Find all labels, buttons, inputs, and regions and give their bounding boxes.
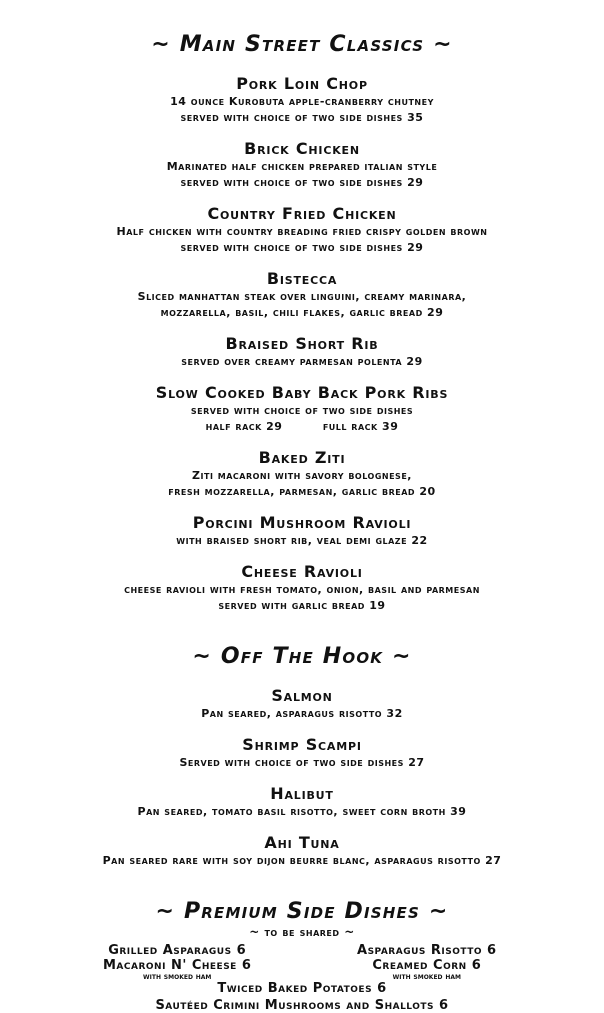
side-row <box>62 943 542 958</box>
side-item <box>62 943 292 958</box>
side-item <box>62 958 292 981</box>
item-name: Cheese Ravioli <box>241 562 363 581</box>
item-desc: Ziti macaroni with savory bolognese, <box>192 469 412 482</box>
item-name: Halibut <box>270 784 334 803</box>
item-desc: Sliced manhattan steak over linguini, creamy marinara, <box>137 290 467 303</box>
side-note: with smoked ham <box>143 972 212 981</box>
side-name: Creamed Corn 6 <box>372 958 482 973</box>
menu-item-brick-chicken <box>0 139 604 191</box>
item-name: Country Fried Chicken <box>207 204 397 223</box>
item-desc: served with choice of two side dishes 29 <box>180 241 424 254</box>
side-name: Grilled Asparagus 6 <box>108 943 247 958</box>
item-desc: served with choice of two side dishes 35 <box>180 111 424 124</box>
item-desc: served with choice of two side dishes 29 <box>180 176 424 189</box>
item-desc: mozzarella, basil, chili flakes, garlic bread 29 <box>160 306 444 319</box>
side-name: Macaroni N' Cheese 6 <box>102 958 252 973</box>
menu-item-salmon <box>0 686 604 722</box>
side-item <box>312 958 542 981</box>
item-name: Brick Chicken <box>244 139 360 158</box>
section-off-the-hook <box>0 642 604 869</box>
section-main-street-classics <box>0 30 604 614</box>
menu-item-country-fried-chicken <box>0 204 604 256</box>
section-subtitle: ~ to be shared ~ <box>249 925 355 939</box>
menu-item-baby-back-ribs <box>0 383 604 435</box>
menu-item-bistecca <box>0 269 604 321</box>
menu-item-ahi-tuna <box>0 833 604 869</box>
menu-item-baked-ziti <box>0 448 604 500</box>
side-item <box>312 943 542 958</box>
section-title: ~ Off The Hook ~ <box>192 644 412 669</box>
item-desc: Pan seared rare with soy dijon beurre blanc, asparagus risotto 27 <box>102 854 502 867</box>
side-name: Sautéed Crimini Mushrooms and Shallots 6 <box>155 998 449 1013</box>
item-desc: 14 ounce Kurobuta apple-cranberry chutney <box>170 95 434 108</box>
item-desc: Marinated half chicken prepared italian style <box>166 160 438 173</box>
item-name: Slow Cooked Baby Back Pork Ribs <box>155 383 449 402</box>
menu-item-porcini-ravioli <box>0 513 604 549</box>
item-name: Ahi Tuna <box>264 833 340 852</box>
item-name: Bistecca <box>266 269 338 288</box>
item-name: Braised Short Rib <box>225 334 379 353</box>
item-desc: served with choice of two side dishes <box>190 404 414 417</box>
menu-item-halibut <box>0 784 604 820</box>
rack-options <box>0 419 604 435</box>
side-name: Twiced Baked Potatoes 6 <box>217 981 387 996</box>
item-desc: Half chicken with country breading fried crispy golden brown <box>116 225 488 238</box>
half-rack-option: half rack 29 <box>205 420 283 433</box>
item-name: Salmon <box>271 686 333 705</box>
item-desc: Pan seared, asparagus risotto 32 <box>201 707 403 720</box>
item-desc: Pan seared, tomato basil risotto, sweet corn broth 39 <box>137 805 467 818</box>
item-name: Pork Loin Chop <box>236 74 368 93</box>
section-title: ~ Main Street Classics ~ <box>151 32 453 57</box>
item-name: Shrimp Scampi <box>242 735 362 754</box>
menu-item-braised-short-rib <box>0 334 604 370</box>
menu-item-pork-loin-chop <box>0 74 604 126</box>
section-title: ~ Premium Side Dishes ~ <box>155 899 449 924</box>
item-name: Porcini Mushroom Ravioli <box>192 513 412 532</box>
side-note: with smoked ham <box>392 972 461 981</box>
section-premium-side-dishes <box>0 897 604 1013</box>
item-desc: Served with choice of two side dishes 27 <box>179 756 425 769</box>
side-row <box>62 958 542 981</box>
side-dishes-list <box>62 943 542 1013</box>
item-desc: cheese ravioli with fresh tomato, onion, basil and parmesan <box>124 583 480 596</box>
item-desc: served over creamy parmesan polenta 29 <box>181 355 423 368</box>
item-name: Baked Ziti <box>258 448 346 467</box>
menu-item-cheese-ravioli <box>0 562 604 614</box>
menu-item-shrimp-scampi <box>0 735 604 771</box>
side-name: Asparagus Risotto 6 <box>357 943 497 958</box>
item-desc: with braised short rib, veal demi glaze 22 <box>176 534 428 547</box>
full-rack-option: full rack 39 <box>322 420 399 433</box>
item-desc: fresh mozzarella, parmesan, garlic bread 20 <box>168 485 436 498</box>
item-desc: served with garlic bread 19 <box>218 599 386 612</box>
